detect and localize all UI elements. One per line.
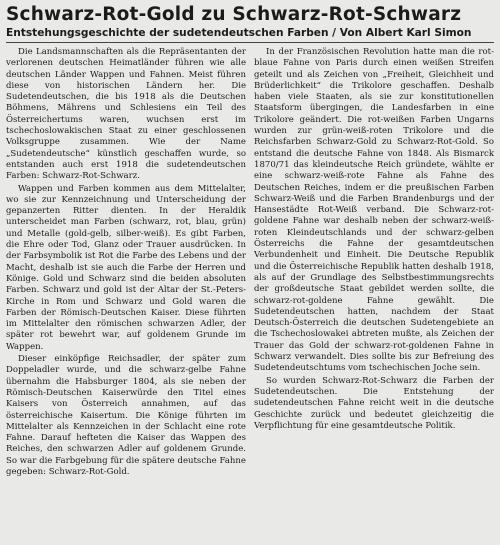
paragraph: So wurden Schwarz-Rot-Schwarz die Farben der Sudetendeutschen. Die Entstehung der sudetendeutschen Fahne reicht weit in die deutsche Geschichte zurück und bedeutet gleichzeitig die Verpflichtung für eine gesamtdeutsche Politik. — [254, 375, 494, 431]
paragraph: Wappen und Farben kommen aus dem Mittelalter, wo sie zur Kennzeichnung und Unterscheidung der gepanzerten Ritter dienten. In der Heraldik unterscheidet man Farben (schwarz, rot, blau, grün) und Metalle (gold-gelb, silber-weiß). Es gibt Farben, die Ehre oder Tod, Glanz oder Trauer ausdrücken. In der Farbsymbolik ist Rot die Farbe des Lebens und der Macht, deshalb ist sie auch die Farbe der Herren und Könige. Gold und Schwarz sind die beiden absoluten Farben. Schwarz und gold ist der Altar der St.-Peters-Kirche in Rom und Schwarz und Gold waren die Farben der Römisch-Deutschen Kaiser. Diese führten im Mittelalter den römischen schwarzen Adler, der später rot bewehrt war, auf goldenem Grunde im Wappen. — [6, 183, 246, 352]
left-column — [6, 47, 246, 478]
article-subtitle: Entstehungsgeschichte der sudetendeutschen Farben / Von Albert Karl Simon — [6, 26, 494, 43]
right-column — [254, 47, 494, 478]
article-body — [6, 47, 494, 478]
paragraph: In der Französischen Revolution hatte man die rot-blaue Fahne von Paris durch einen weißen Streifen geteilt und als Zeichen von „Freiheit, Gleichheit und Brüderlichkeit“ die Trikolore geschaffen. Deshalb haben viele Staaten, als sie zur konstitutionellen Staatsform übergingen, die Landesfarben in eine Trikolore geändert. Die rot-weißen Farben Ungarns wurden zur grün-weiß-roten Trikolore und die Reichsfarben Schwarz-Gold zu Schwarz-Rot-Gold. So entstand die deutsche Fahne von 1848. Als Bismarck 1870/71 das kleindeutsche Reich gründete, wählte er eine schwarz-weiß-rote Fahne als Fahne des Deutschen Reiches, indem er die preußischen Farben Schwarz-Weiß und die Farben Brandenburgs und der Hansestädte Rot-Weiß verband. Die Schwarz-rot-goldene Fahne war deshalb neben der schwarz-weiß-roten Kleindeutschlands und der schwarz-gelben Österreichs die Fahne der gesamtdeutschen Verbundenheit und Einheit. Die Deutsche Republik und die Österreichische Republik hatten deshalb 1918, als auf der Grundlage des Selbstbestimmungsrechts der großdeutsche Staat gebildet werden sollte, die schwarz-rot-goldene Fahne gewählt. Die Sudetendeutschen hatten, nachdem der Staat Deutsch-Österreich die deutschen Sudetengebiete an die Tschechoslowakei abtreten mußte, als Zeichen der Trauer das Gold der schwarz-rot-goldenen Fahne in Schwarz verwandelt. Dies sollte bis zur Befreiung des Sudetendeutschtums vom tschechischen Joche sein. — [254, 47, 494, 374]
article-title: Schwarz-Rot-Gold zu Schwarz-Rot-Schwarz — [6, 4, 462, 25]
paragraph: Die Landsmannschaften als die Repräsentanten der verlorenen deutschen Heimatländer führen wie alle deutschen Länder Wappen und Fahnen. Meist führen diese von historischen Ländern her. Die Sudetendeutschen, die bis 1918 als die Deutschen Böhmens, Mährens und Schlesiens ein Teil des Österreichertums waren, wuchsen erst im tschechoslowakischen Staat zu einer geschlossenen Volksgruppe zusammen. Wie der Name „Sudetendeutsche“ künstlich geschaffen wurde, so entstanden auch erst 1918 die sudetendeutschen Farben: Schwarz-Rot-Schwarz. — [6, 47, 246, 182]
paragraph: Dieser einköpfige Reichsadler, der später zum Doppeladler wurde, und die schwarz-gelbe Fahne übernahm die Habsburger 1804, als sie neben der Römisch-Deutschen Kaiserwürde den Titel eines Kaisers von Österreich annahmen, auf das österreichische Kaisertum. Die Könige führten im Mittelalter als Kennzeichen in der Schlacht eine rote Fahne. Darauf hefteten die Kaiser das Wappen des Reiches, den schwarzen Adler auf goldenem Grunde. So war die Farbgebung für die spätere deutsche Fahne gegeben: Schwarz-Rot-Gold. — [6, 354, 246, 477]
